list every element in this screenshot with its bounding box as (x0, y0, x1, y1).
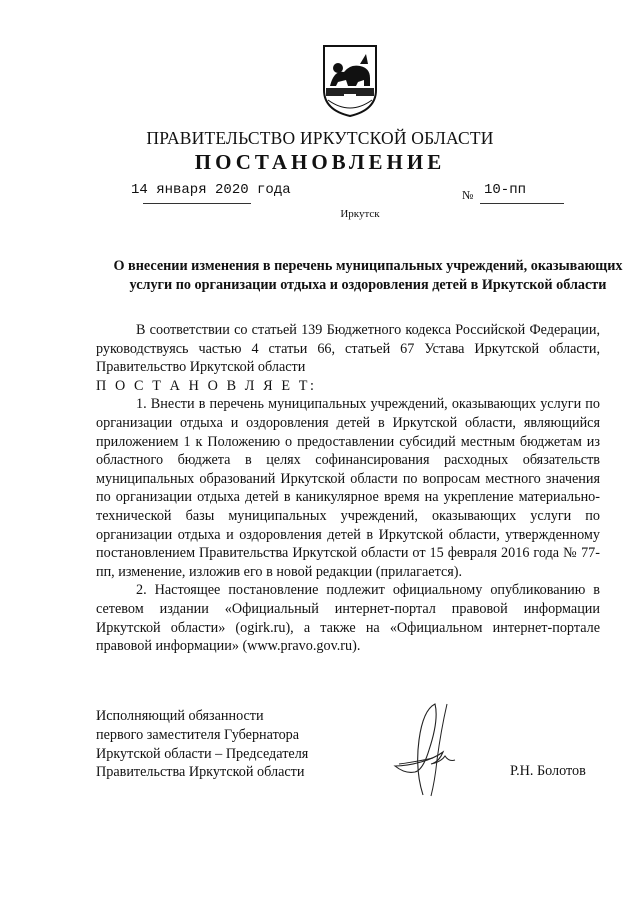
document-body (96, 321, 600, 656)
signatory-position (96, 707, 308, 782)
document-number: 10-пп (484, 182, 527, 198)
document-type: ПОСТАНОВЛЕНИЕ (194, 150, 446, 174)
handwritten-signature-icon (385, 700, 465, 800)
document-title: О внесении изменения в перечень муниципальных учреждений, оказывающих услуги по организации отдыха и оздоровления детей в Иркутской области (113, 258, 623, 293)
date-underline (143, 203, 251, 204)
preamble: В соответствии со статьей 139 Бюджетного кодекса Российской Федерации, руководствуясь частью 4 статьи 66, статьей 67 Устава Иркутской области, Правительство Иркутской области (96, 322, 600, 376)
number-underline (480, 203, 564, 204)
signatory-line-2: первого заместителя Губернатора (96, 726, 300, 743)
city: Иркутск (340, 208, 380, 220)
item-2: 2. Настоящее постановление подлежит официальному опубликованию в сетевом издании «Официальный интернет-портал правовой информации Иркутской области» (ogirk.ru), а также на «Официальном интернет-портале правовой информации» (www.pravo.gov.ru). (96, 582, 600, 655)
signatory-line-4: Правительства Иркутской области (96, 764, 305, 781)
resolves-heading: П О С Т А Н О В Л Я Е Т: (96, 377, 317, 394)
signatory-line-3: Иркутской области – Председателя (96, 745, 309, 762)
government-name: ПРАВИТЕЛЬСТВО ИРКУТСКОЙ ОБЛАСТИ (146, 128, 494, 148)
signatory-name: Р.Н. Болотов (510, 763, 586, 779)
document-date: 14 января 2020 года (131, 182, 291, 198)
signatory-line-1: Исполняющий обязанности (96, 708, 264, 724)
item-1: 1. Внести в перечень муниципальных учреждений, оказывающих услуги по организации отдыха и оздоровления детей в Иркутской области, являющийся приложением 1 к Положению о предоставлении субсидий местным бюджетам из областного бюджета в целях софинансирования расходных обязательств муниципальных образований Иркутской области по вопросам местного значения по организации отдыха детей в каникулярное время на укрепление материально-технической базы муниципальных учреждений, оказывающих услуги по организации отдыха и оздоровления детей в Иркутской области, утвержденному постановлением Правительства Иркутской области от 15 февраля 2016 года № 77-пп, изменение, изложив его в новой редакции (прилагается). (96, 396, 600, 580)
number-sign: № (462, 188, 474, 202)
coat-of-arms-icon (320, 42, 380, 118)
